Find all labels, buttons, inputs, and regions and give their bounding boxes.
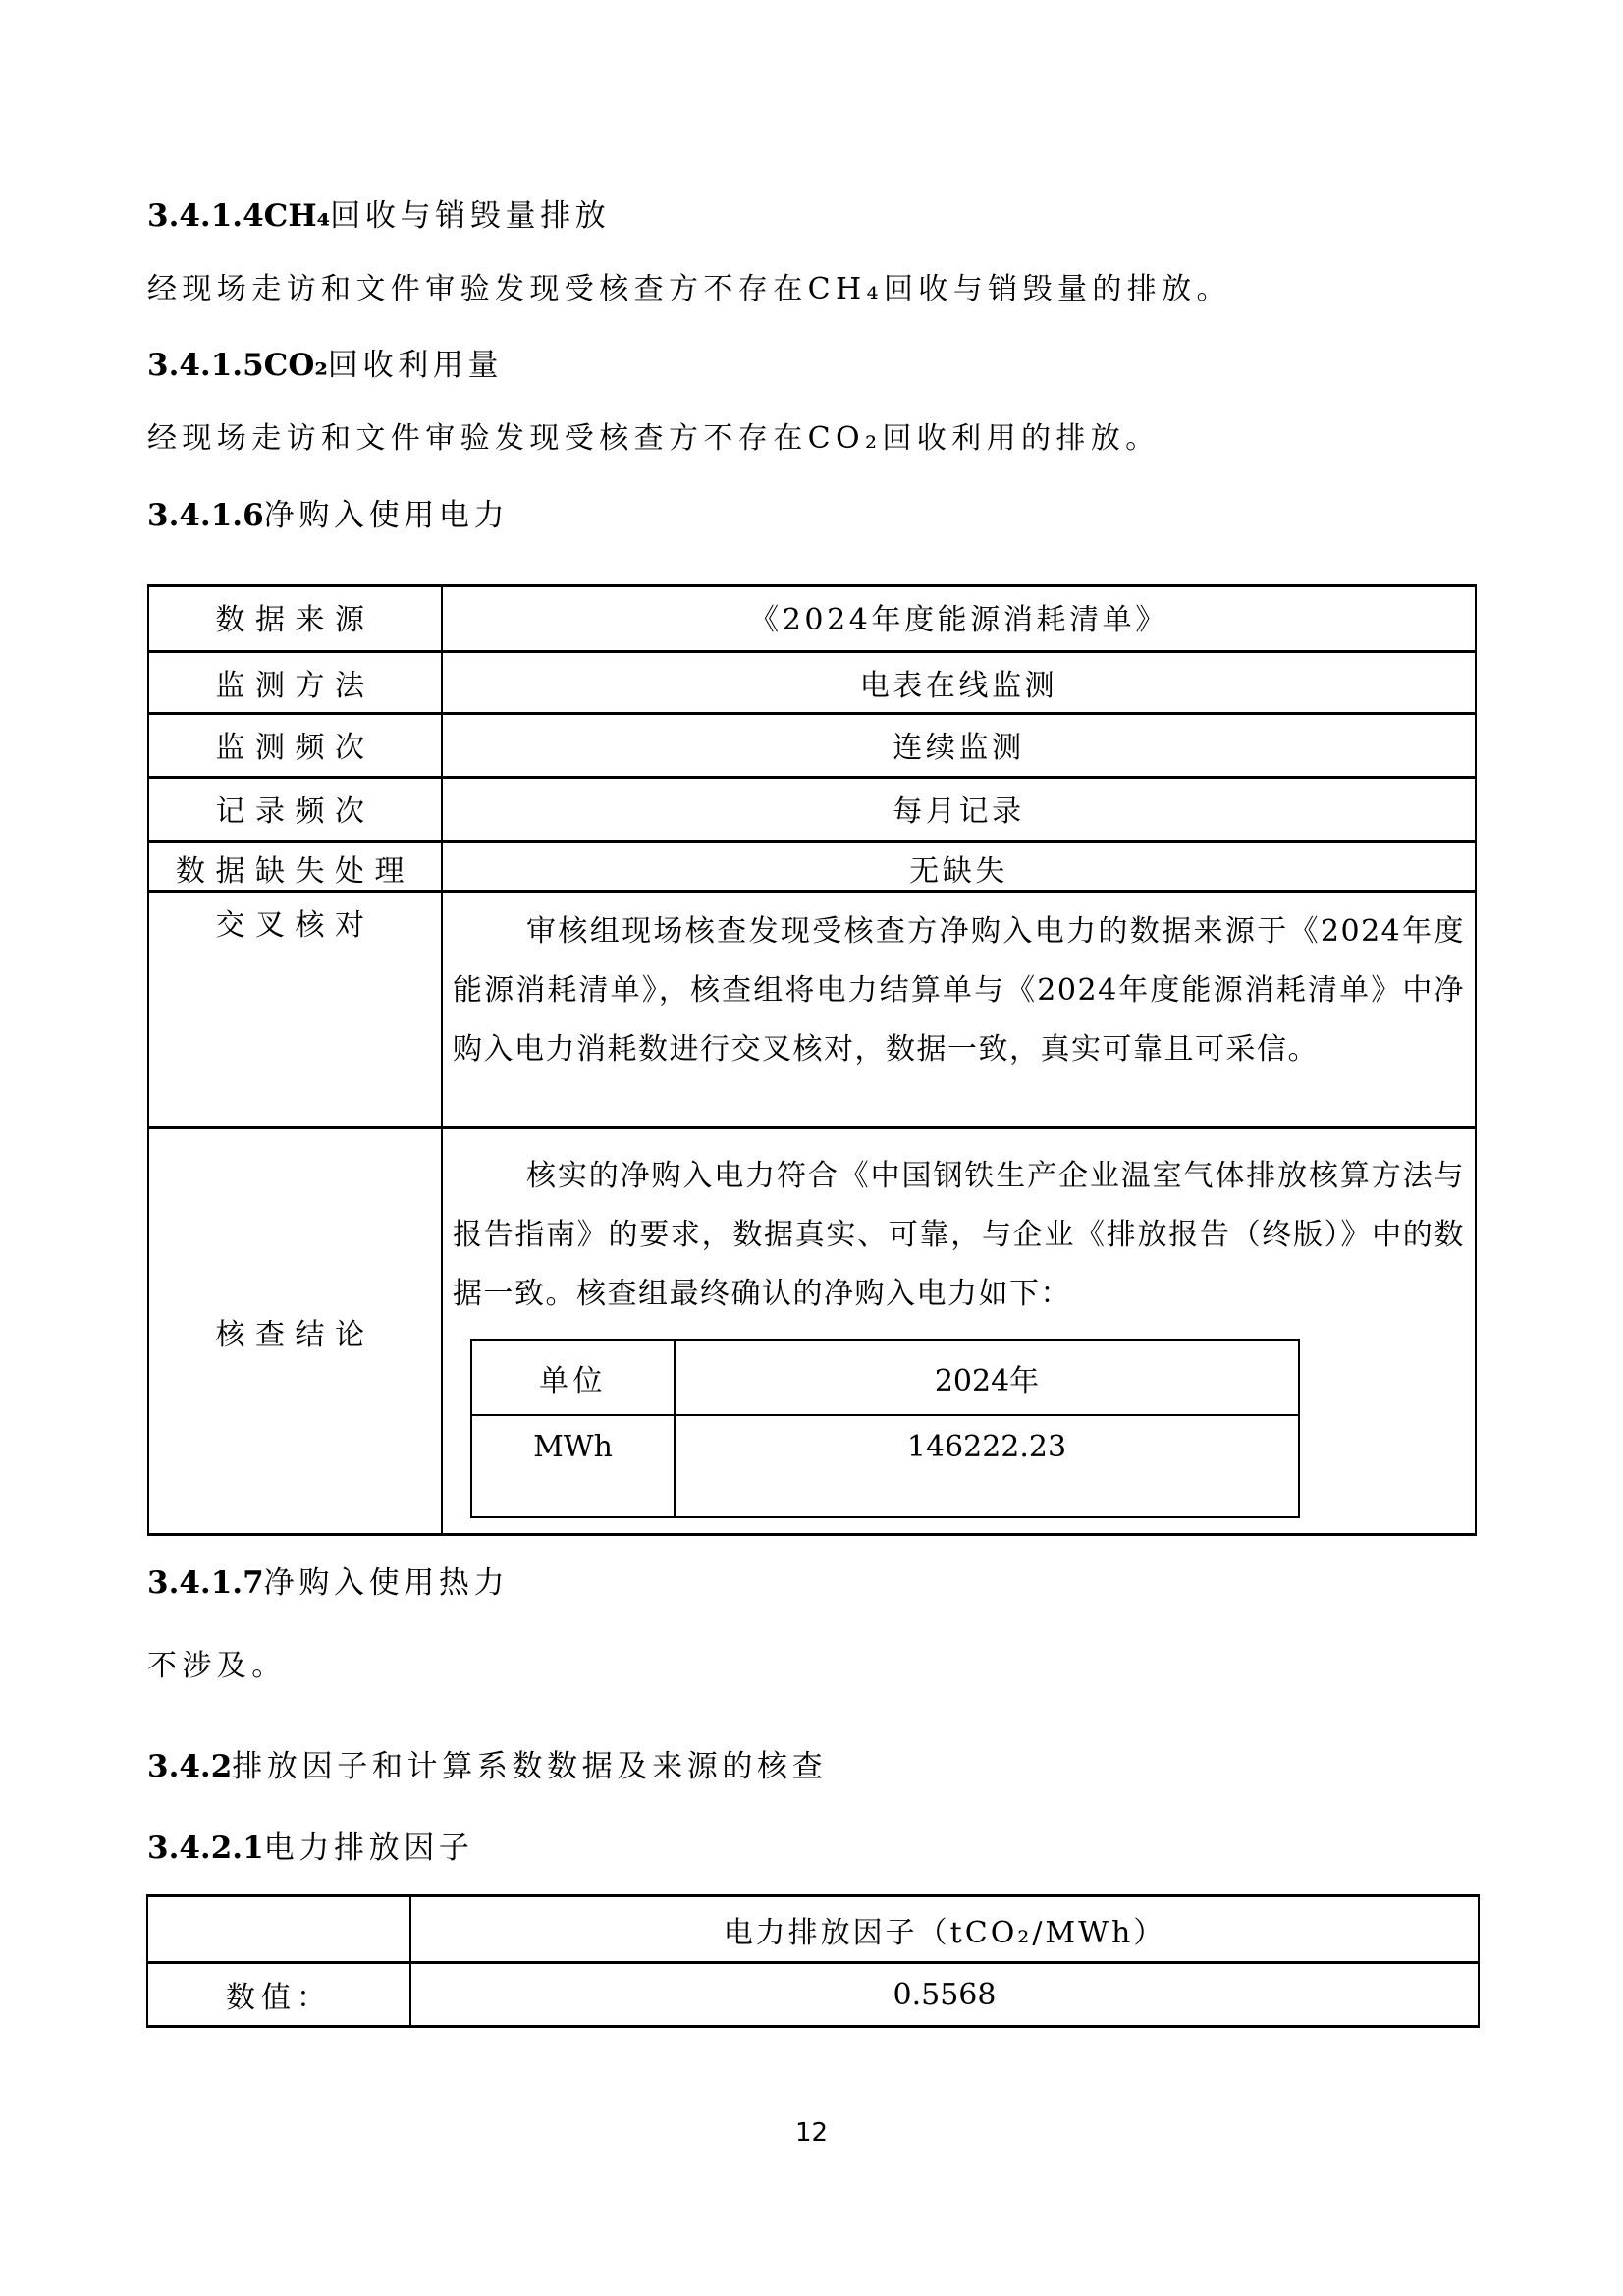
- table-row: [148, 842, 1476, 892]
- heading-number: 3.4.2: [147, 1749, 233, 1784]
- heading-title: 净购入使用热力: [263, 1565, 510, 1601]
- row-value: 无缺失: [442, 842, 1476, 892]
- table-row: [147, 1896, 1479, 1963]
- row-label: 记录频次: [148, 778, 442, 842]
- conclusion-paragraph: 核实的净购入电力符合《中国钢铁生产企业温室气体排放核算方法与报告指南》的要求，数据真实、可靠，与企业《排放报告（终版）》中的数据一致。核查组最终确认的净购入电力如下：: [453, 1159, 1465, 1311]
- heading-number: 3.4.1.4CH₄: [147, 198, 331, 234]
- factor-header-cell: 电力排放因子（tCO₂/MWh）: [410, 1896, 1479, 1963]
- row-value: 电表在线监测: [442, 652, 1476, 714]
- heading-3-4-1-6: [147, 496, 1477, 535]
- heading-3-4-2-1: [147, 1829, 1477, 1868]
- heading-number: 3.4.1.6: [147, 498, 264, 533]
- heading-title: 排放因子和计算系数数据及来源的核查: [232, 1749, 828, 1784]
- confirmed-electricity-table: [470, 1339, 1300, 1518]
- table-row: [148, 652, 1476, 714]
- heading-title: 回收利用量: [327, 348, 504, 383]
- row-value: 每月记录: [442, 778, 1476, 842]
- row-value: 《2024年度能源消耗清单》: [442, 586, 1476, 652]
- table-row: [148, 778, 1476, 842]
- row-value-cell: [442, 892, 1476, 1128]
- row-label: 数据来源: [148, 586, 442, 652]
- emission-factor-table: [146, 1894, 1480, 2028]
- unit-cell: MWh: [471, 1415, 675, 1517]
- page-number: 12: [794, 2118, 829, 2148]
- row-value-cell: [442, 1128, 1476, 1535]
- paragraph-ch4: 经现场走访和文件审验发现受核查方不存在CH₄回收与销毁量的排放。: [147, 272, 1231, 306]
- year-header-cell: 2024年: [675, 1340, 1299, 1415]
- heading-3-4-1-5: [147, 346, 1477, 385]
- table-row: [148, 714, 1476, 778]
- value-label-cell: 数值：: [147, 1963, 410, 2027]
- heading-number: 3.4.1.5CO₂: [147, 348, 328, 383]
- row-value: 连续监测: [442, 714, 1476, 778]
- electricity-value-cell: 146222.23: [675, 1415, 1299, 1517]
- heading-title: 净购入使用电力: [263, 498, 510, 533]
- table-row: [147, 1963, 1479, 2027]
- factor-value-cell: 0.5568: [410, 1963, 1479, 2027]
- row-label: 交叉核对: [148, 892, 442, 1128]
- table-row: [471, 1415, 1299, 1517]
- table-row: [148, 586, 1476, 652]
- heading-3-4-2: [147, 1747, 1477, 1786]
- table-row: [471, 1340, 1299, 1415]
- unit-header-cell: 单位: [471, 1340, 675, 1415]
- electricity-monitoring-table: [147, 584, 1477, 1536]
- heading-3-4-1-4: [147, 196, 1477, 236]
- paragraph-not-involved: 不涉及。: [147, 1649, 287, 1683]
- heading-number: 3.4.1.7: [147, 1565, 264, 1601]
- table-row-conclusion: [148, 1128, 1476, 1535]
- row-label: 监测频次: [148, 714, 442, 778]
- row-label: 监测方法: [148, 652, 442, 714]
- cross-check-paragraph: 审核组现场核查发现受核查方净购入电力的数据来源于《2024年度能源消耗清单》，核查组将电力结算单与《2024年度能源消耗清单》中净购入电力消耗数进行交叉核对，数据一致，真实可靠且可采信。: [453, 914, 1465, 1066]
- heading-3-4-1-7: [147, 1563, 1477, 1603]
- heading-title: 回收与销毁量排放: [330, 198, 611, 234]
- table-row-cross-check: [148, 892, 1476, 1128]
- paragraph-co2: 经现场走访和文件审验发现受核查方不存在CO₂回收利用的排放。: [147, 421, 1161, 456]
- row-label: 核查结论: [148, 1128, 442, 1535]
- heading-title: 电力排放因子: [263, 1831, 474, 1866]
- empty-header-cell: [147, 1896, 410, 1963]
- row-label: 数据缺失处理: [148, 842, 442, 892]
- heading-number: 3.4.2.1: [147, 1831, 264, 1866]
